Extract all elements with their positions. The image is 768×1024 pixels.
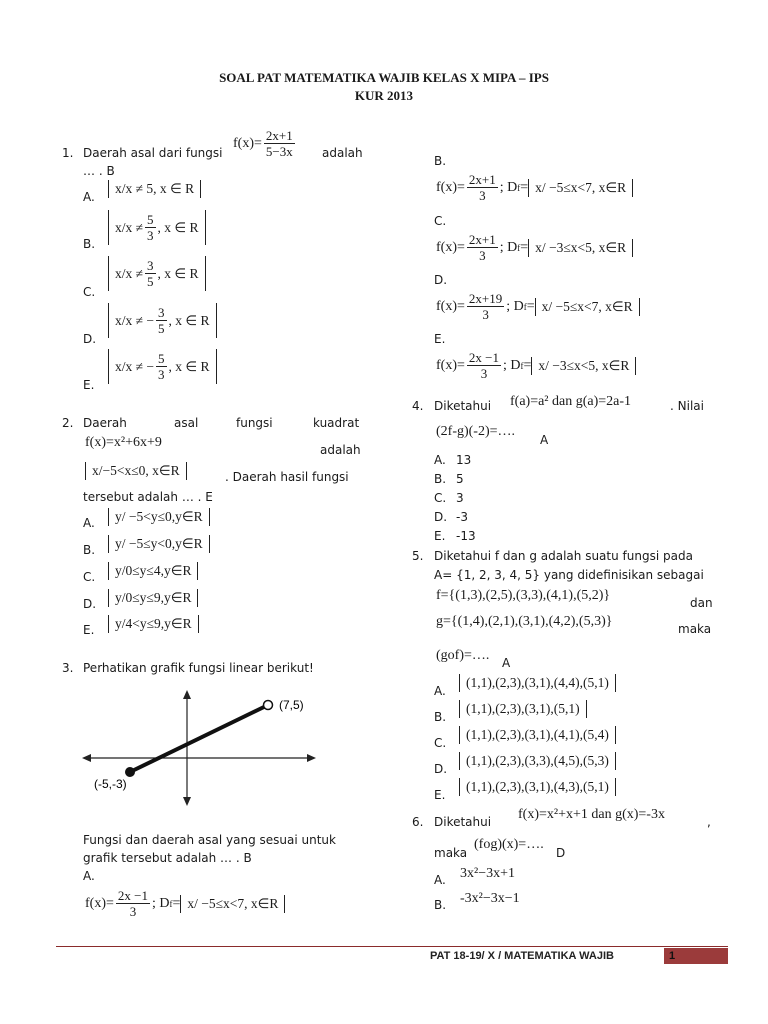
- question-word: Daerah: [83, 416, 127, 430]
- x-axis-arrow-left: [82, 754, 91, 762]
- answer-key: grafik tersebut adalah … . B: [83, 851, 252, 865]
- option-label: C.: [434, 491, 447, 505]
- subscript: f: [517, 242, 521, 253]
- answer-key: A: [540, 433, 549, 447]
- option-label: B.: [83, 543, 96, 557]
- function-label: f(x)=: [436, 239, 465, 255]
- option-set: [108, 303, 217, 338]
- set-text: x/x ≠: [115, 265, 144, 281]
- question-text: . Daerah hasil fungsi: [225, 470, 349, 484]
- question-text: Diketahui f dan g adalah suatu fungsi pada: [434, 549, 693, 563]
- numerator: 2x+1: [265, 128, 293, 143]
- option-expression: 3x²−3x+1: [460, 866, 515, 881]
- option-label: C.: [83, 285, 96, 299]
- set-text: x/x ≠ −: [115, 358, 155, 374]
- option-value: 13: [456, 453, 472, 467]
- option-expression: f(x)= $\frac{2x -1}{3}$ ; D f = x/ −5≤x<7, x∈R: [85, 888, 285, 919]
- linear-function-graph: [80, 688, 320, 808]
- option-label: E.: [434, 332, 446, 346]
- question-text: maka: [678, 622, 712, 636]
- fraction: [467, 172, 498, 203]
- domain-set: x/ −3≤x<5, x∈R: [531, 357, 636, 375]
- question-number: 6.: [412, 815, 424, 829]
- subscript: f: [523, 301, 527, 312]
- x-axis-arrow-right: [307, 754, 316, 762]
- option-set: (1,1),(2,3),(3,1),(4,1),(5,4): [459, 726, 616, 744]
- option-set: y/0≤y≤4,y∈R: [108, 562, 198, 580]
- fraction: [145, 212, 156, 243]
- option-set: (1,1),(2,3),(3,1),(4,3),(5,1): [459, 778, 616, 796]
- function-expression: f(a)=a² dan g(a)=2a-1: [510, 394, 632, 409]
- page-number: 1: [669, 950, 676, 962]
- option-label: A.: [434, 684, 446, 698]
- subscript: f: [520, 360, 524, 371]
- fraction: [145, 258, 156, 289]
- set-text: , x ∈ R: [168, 358, 210, 374]
- domain-set: x/ −5≤x<7, x∈R: [528, 179, 633, 197]
- option-set: [108, 256, 206, 291]
- option-label: A.: [83, 869, 95, 883]
- question-text: Daerah asal dari fungsi: [83, 146, 223, 160]
- numerator: 2x+1: [468, 172, 496, 187]
- numerator: 2x+1: [468, 232, 496, 247]
- question-word: kuadrat: [313, 416, 360, 430]
- option-value: 5: [456, 472, 464, 486]
- option-label: C.: [434, 736, 447, 750]
- numerator: 3: [147, 258, 154, 273]
- set-text: , x ∈ R: [157, 265, 199, 281]
- option-expression: f(x)= $\frac{2x+1}{3}$ ; D f = x/ −5≤x<7, x∈R: [436, 172, 633, 203]
- option-label: A.: [434, 873, 446, 887]
- fraction: [264, 128, 295, 159]
- option-value: -3: [456, 510, 468, 524]
- question-number: 1.: [62, 146, 74, 160]
- question-text: adalah: [320, 443, 361, 457]
- expression: (2f-g)(-2)=….: [436, 424, 516, 439]
- denominator: 3: [480, 366, 488, 381]
- option-set: y/0≤y≤9,y∈R: [108, 589, 198, 607]
- answer-key: D: [556, 846, 566, 860]
- point-label-a: (7,5): [279, 698, 304, 712]
- question-text: Diketahui: [434, 399, 492, 413]
- numerator: 3: [158, 305, 165, 320]
- footer-divider: [56, 946, 728, 947]
- right-column: [384, 0, 768, 940]
- option-expression: f(x)= $\frac{2x+19}{3}$ ; D f = x/ −5≤x<7, x∈R: [436, 291, 640, 322]
- option-label: B.: [434, 154, 447, 168]
- option-label: E.: [83, 623, 95, 637]
- subscript: f: [169, 898, 173, 909]
- option-label: A.: [83, 516, 95, 530]
- option-label: C.: [434, 214, 447, 228]
- set-text: , x ∈ R: [168, 312, 210, 328]
- fraction: [116, 888, 150, 919]
- question-number: 5.: [412, 549, 424, 563]
- option-set: y/ −5≤y<0,y∈R: [108, 535, 210, 553]
- question-text: dan: [690, 596, 713, 610]
- set-text: , x ∈ R: [157, 219, 199, 235]
- subscript: f: [517, 182, 521, 193]
- option-label: D.: [434, 510, 448, 524]
- option-expression: f(x)= $\frac{2x -1}{3}$ ; D f = x/ −3≤x<5, x∈R: [436, 350, 636, 381]
- question-text: . Nilai: [670, 399, 704, 413]
- g-definition: g={(1,4),(2,1),(3,1),(4,2),(5,3)}: [436, 614, 613, 629]
- option-label: C.: [83, 570, 96, 584]
- function-label: f(x)=: [436, 298, 465, 314]
- fraction: [467, 350, 501, 381]
- denominator: 3: [479, 188, 486, 203]
- option-expression: -3x²−3x−1: [460, 891, 520, 906]
- function-label: f(x)=: [436, 179, 465, 195]
- answer-key: … . B: [83, 164, 115, 178]
- expression: (gof)=….: [436, 648, 490, 663]
- option-label: E.: [434, 529, 446, 543]
- option-expression: f(x)= $\frac{2x+1}{3}$ ; D f = x/ −3≤x<5, x∈R: [436, 232, 633, 263]
- numerator: 2x+19: [468, 291, 503, 306]
- set-text: x/x ≠: [115, 219, 144, 235]
- option-label: D.: [434, 273, 448, 287]
- question-text: Fungsi dan daerah asal yang sesuai untuk: [83, 833, 336, 847]
- function-label: f(x)=: [436, 357, 465, 373]
- denominator: 3: [479, 248, 486, 263]
- question-text: Perhatikan grafik fungsi linear berikut!: [83, 661, 314, 675]
- option-set: y/ −5<y≤0,y∈R: [108, 508, 210, 526]
- option-label: D.: [434, 762, 448, 776]
- option-label: D.: [83, 332, 97, 346]
- domain-set: x/ −3≤x<5, x∈R: [528, 239, 633, 257]
- option-label: B.: [434, 710, 447, 724]
- question-number: 3.: [62, 661, 74, 675]
- numerator: 5: [147, 212, 154, 227]
- option-set: (1,1),(2,3),(3,1),(4,4),(5,1): [459, 674, 616, 692]
- function-label: f(x)=: [85, 895, 114, 911]
- question-word: asal: [174, 416, 199, 430]
- question-word: fungsi: [236, 416, 273, 430]
- option-label: B.: [434, 898, 447, 912]
- y-axis-arrow-up: [183, 690, 191, 699]
- option-label: A.: [434, 453, 446, 467]
- fraction: [467, 291, 504, 322]
- answer-key: A: [502, 656, 511, 670]
- page-subtitle: KUR 2013: [354, 88, 414, 103]
- answer-key: tersebut adalah … . E: [83, 490, 213, 504]
- option-set: y/4<y≤9,y∈R: [108, 615, 199, 633]
- question-number: 4.: [412, 399, 424, 413]
- question-number: 2.: [62, 416, 74, 430]
- function-expression: f(x)=x²+x+1 dan g(x)=-3x: [518, 807, 665, 822]
- denominator: 5: [158, 321, 165, 336]
- question-text: adalah: [322, 146, 363, 160]
- fraction: [156, 305, 167, 336]
- numerator: 2x −1: [117, 888, 148, 903]
- option-label: A.: [83, 190, 95, 204]
- expression: (fog)(x)=….: [474, 837, 544, 852]
- option-set: (1,1),(2,3),(3,1),(5,1): [459, 700, 587, 718]
- point-label-b: (-5,-3): [94, 777, 127, 791]
- denominator: 3: [147, 228, 154, 243]
- domain-set: x/−5<x≤0, x∈R: [85, 462, 187, 480]
- numerator: 5: [158, 351, 165, 366]
- open-endpoint: [264, 701, 273, 710]
- denominator: 3: [129, 904, 137, 919]
- function-expression: [233, 128, 297, 159]
- option-set: [108, 349, 217, 384]
- domain-set: x/ −5≤x<7, x∈R: [180, 895, 285, 913]
- option-set: (1,1),(2,3),(3,3),(4,5),(5,3): [459, 752, 616, 770]
- question-text: ,: [707, 815, 711, 829]
- denominator: 5: [147, 274, 154, 289]
- option-set: x/x ≠ 5, x ∈ R: [108, 180, 201, 198]
- numerator: 2x −1: [468, 350, 499, 365]
- option-label: D.: [83, 597, 97, 611]
- function-expression: f(x)=x²+6x+9: [85, 435, 162, 450]
- function-line: [130, 706, 266, 772]
- option-label: E.: [434, 788, 446, 802]
- denominator: 3: [158, 367, 165, 382]
- option-label: B.: [83, 237, 96, 251]
- question-text: maka: [434, 846, 468, 860]
- set-text: x/x ≠ −: [115, 312, 155, 328]
- page-title: SOAL PAT MATEMATIKA WAJIB KELAS X MIPA – IPS: [219, 70, 549, 85]
- function-label: f(x)=: [233, 135, 262, 151]
- y-axis-arrow-down: [183, 797, 191, 806]
- option-set: [108, 210, 206, 245]
- fraction: [156, 351, 167, 382]
- f-definition: f={(1,3),(2,5),(3,3),(4,1),(5,2)}: [436, 588, 611, 603]
- denominator: 3: [482, 307, 489, 322]
- closed-endpoint: [125, 767, 135, 777]
- option-label: B.: [434, 472, 447, 486]
- footer-text: PAT 18-19/ X / MATEMATIKA WAJIB: [430, 950, 614, 962]
- option-label: E.: [83, 378, 95, 392]
- question-text: A= {1, 2, 3, 4, 5} yang didefinisikan sebagai: [434, 568, 704, 582]
- domain-set: x/ −5≤x<7, x∈R: [535, 298, 640, 316]
- denominator: 5−3x: [265, 144, 293, 159]
- option-value: 3: [456, 491, 464, 505]
- question-text: Diketahui: [434, 815, 492, 829]
- fraction: [467, 232, 498, 263]
- left-column: [0, 0, 384, 940]
- option-value: -13: [456, 529, 476, 543]
- domain-label: ; D: [151, 895, 170, 911]
